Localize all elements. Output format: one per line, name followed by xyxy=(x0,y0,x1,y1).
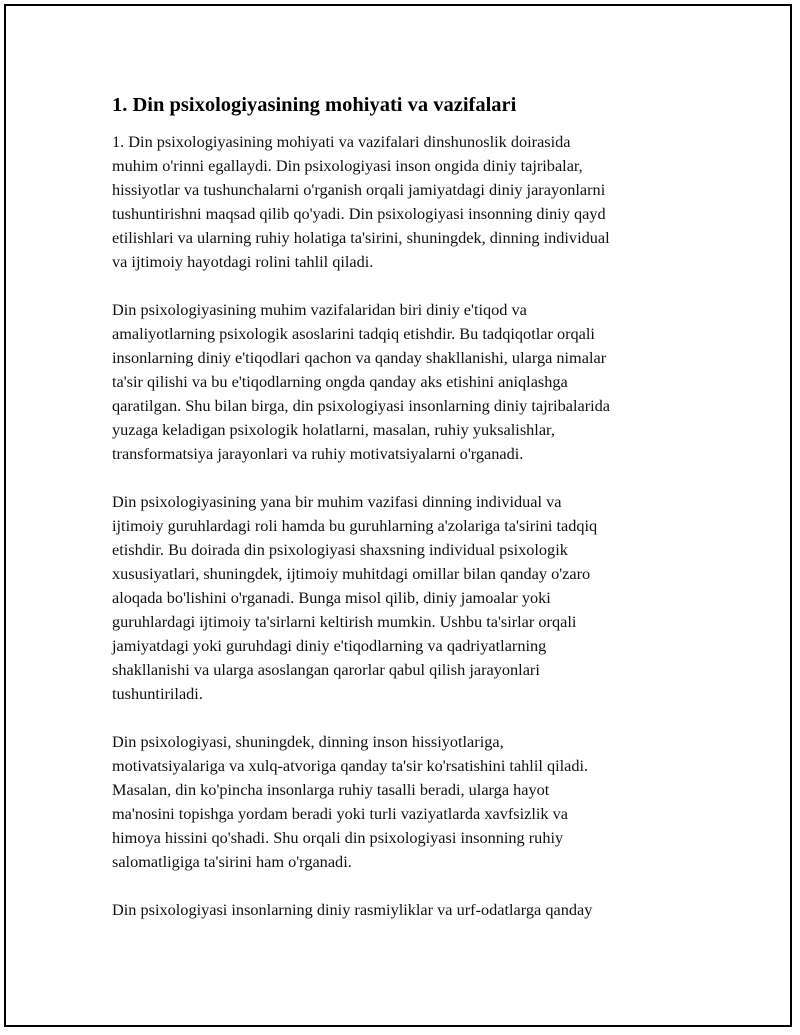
text-line: Din psixologiyasining muhim vazifalaridan biri diniy e'tiqod va xyxy=(112,300,527,319)
text-line: transformatsiya jarayonlari va ruhiy motivatsiyalarni o'rganadi. xyxy=(112,444,524,463)
paragraph-1 xyxy=(112,130,692,274)
text-line: Masalan, din ko'pincha insonlarga ruhiy tasalli beradi, ularga hayot xyxy=(112,780,550,799)
text-line: 1. Din psixologiyasining mohiyati va vazifalari dinshunoslik doirasida xyxy=(112,132,571,151)
text-line: salomatligiga ta'sirini ham o'rganadi. xyxy=(112,852,352,871)
text-line: muhim o'rinni egallaydi. Din psixologiyasi inson ongida diniy tajribalar, xyxy=(112,156,583,175)
text-line: tushuntiriladi. xyxy=(112,684,203,703)
document-title: 1. Din psixologiyasining mohiyati va vazifalari xyxy=(112,94,517,116)
text-line: Din psixologiyasi, shuningdek, dinning inson hissiyotlariga, xyxy=(112,732,504,751)
text-line: Din psixologiyasining yana bir muhim vazifasi dinning individual va xyxy=(112,492,562,511)
paragraph-3 xyxy=(112,490,692,706)
text-line: ijtimoiy guruhlardagi roli hamda bu guruhlarning a'zolariga ta'sirini tadqiq xyxy=(112,516,598,535)
text-line: aloqada bo'lishini o'rganadi. Bunga misol qilib, diniy jamoalar yoki xyxy=(112,588,551,607)
text-line: motivatsiyalariga va xulq-atvoriga qanday ta'sir ko'rsatishini tahlil qiladi. xyxy=(112,756,589,775)
text-line: ta'sir qilishi va bu e'tiqodlarning ongda qanday aks etishini aniqlashga xyxy=(112,372,568,391)
text-line: qaratilgan. Shu bilan birga, din psixologiyasi insonlarning diniy tajribalarida xyxy=(112,396,611,415)
text-line: guruhlardagi ijtimoiy ta'sirlarni keltirish mumkin. Ushbu ta'sirlar orqali xyxy=(112,612,577,631)
text-line: jamiyatdagi yoki guruhdagi diniy e'tiqodlarning va qadriyatlarning xyxy=(112,636,547,655)
text-line: va ijtimoiy hayotdagi rolini tahlil qiladi. xyxy=(112,252,374,271)
paragraph-4 xyxy=(112,730,692,874)
text-line: tushuntirishni maqsad qilib qo'yadi. Din psixologiyasi insonning diniy qayd xyxy=(112,204,606,223)
paragraph-5 xyxy=(112,898,692,922)
paragraph-2 xyxy=(112,298,692,466)
text-line: amaliyotlarning psixologik asoslarini tadqiq etishdir. Bu tadqiqotlar orqali xyxy=(112,324,595,343)
document-body xyxy=(112,92,692,946)
text-line: Din psixologiyasi insonlarning diniy rasmiyliklar va urf-odatlarga qanday xyxy=(112,900,593,919)
text-line: hissiyotlar va tushunchalarni o'rganish orqali jamiyatdagi diniy jarayonlarni xyxy=(112,180,606,199)
text-line: xususiyatlari, shuningdek, ijtimoiy muhitdagi omillar bilan qanday o'zaro xyxy=(112,564,591,583)
text-line: etishdir. Bu doirada din psixologiyasi shaxsning individual psixologik xyxy=(112,540,568,559)
text-line: ma'nosini topishga yordam beradi yoki turli vaziyatlarda xavfsizlik va xyxy=(112,804,568,823)
text-line: etilishlari va ularning ruhiy holatiga ta'sirini, shuningdek, dinning individual xyxy=(112,228,610,247)
text-line: himoya hissini qo'shadi. Shu orqali din psixologiyasi insonning ruhiy xyxy=(112,828,564,847)
text-line: shakllanishi va ularga asoslangan qarorlar qabul qilish jarayonlari xyxy=(112,660,540,679)
text-line: insonlarning diniy e'tiqodlari qachon va qanday shakllanishi, ularga nimalar xyxy=(112,348,607,367)
text-line: yuzaga keladigan psixologik holatlarni, masalan, ruhiy yuksalishlar, xyxy=(112,420,555,439)
